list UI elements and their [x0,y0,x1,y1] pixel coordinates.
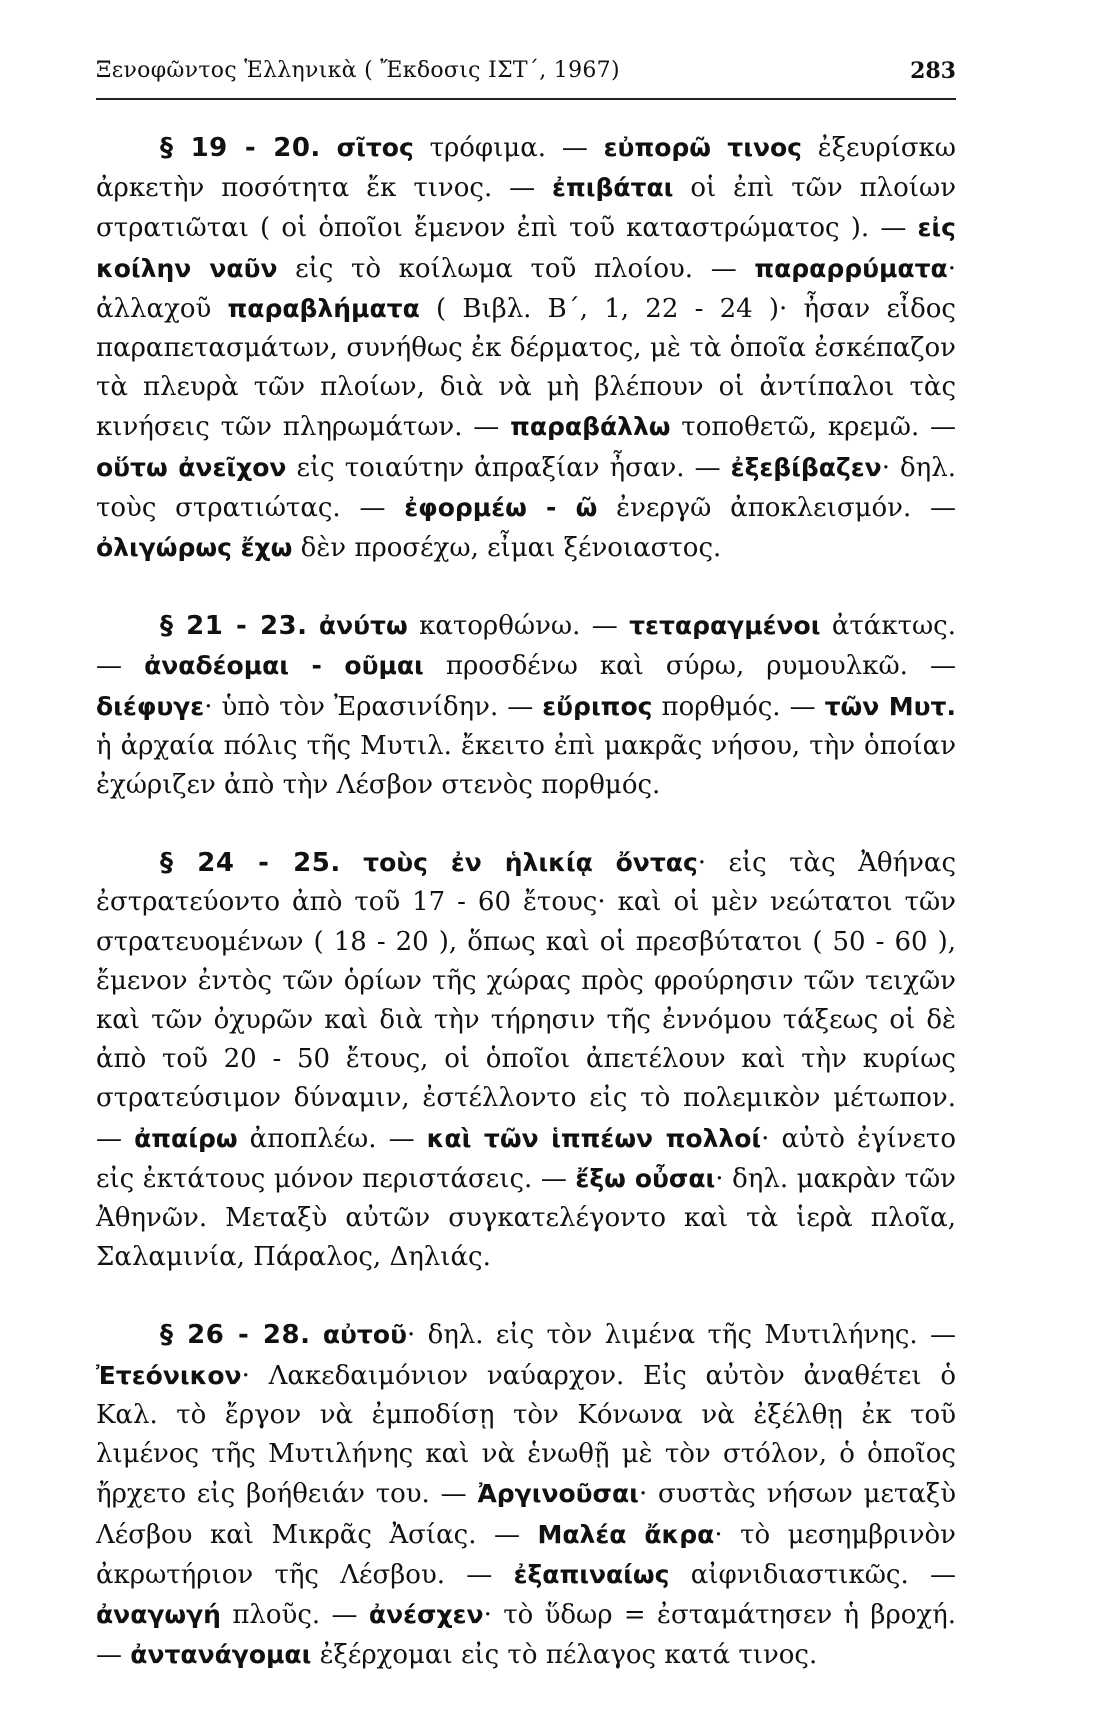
commentary-body [96,128,956,1713]
paragraph-text: αὐτοῦ· δηλ. εἰς τὸν λιμένα τῆς Μυτιλήνης. — Ἐτεόνικον· Λακεδαιμόνιον ναύαρχον. Εἰς αὐτὸν ἀναθέτει ὁ Καλ. τὸ ἔργον νὰ ἐμποδίσῃ τὸν Κόνωνα νὰ ἐξέλθῃ ἐκ τοῦ λιμένος τῆς Μυτιλήνης καὶ νὰ ἑνωθῇ μὲ τὸν στόλον, ὁ ὁποῖος ἤρχετο εἰς βοήθειάν του. — Ἀργινοῦσαι· συστὰς νήσων μεταξὺ Λέσβου καὶ Μικρᾶς Ἀσίας. — Μαλέα ἄκρα· τὸ μεσημβρινὸν ἀκρωτήριον τῆς Λέσβου. — ἐξαπιναίως αἰφνιδιαστικῶς. — ἀναγωγή πλοῦς. — ἀνέσχεν· τὸ ὕδωρ = ἐσταμάτησεν ἡ βροχή. — ἀντανάγομαι ἐξέρχομαι εἰς τὸ πέλαγος κατά τινος. [96,1320,957,1671]
paragraph-text: ἀνύτω κατορθώνω. — τεταραγμένοι ἀτάκτως. — ἀναδέομαι - οῦμαι προσδένω καὶ σύρω, ρυμουλκῶ. — διέφυγε· ὑπὸ τὸν Ἐρασινίδην. — εὔριπος πορθμός. — τῶν Μυτ. ἡ ἀρχαία πόλις τῆς Μυτιλ. ἔκειτο ἐπὶ μακρᾶς νήσου, τὴν ὁποίαν ἐχώριζεν ἀπὸ τὴν Λέσβον στενὸς πορθμός. [96,611,956,801]
lemma-term: ἀνέσχεν [368,1599,484,1629]
lemma-term: εἰς κοίλην ναῦν [96,213,956,283]
paragraph-24-25 [96,843,956,1277]
lemma-term: εὐπορῶ τινος [603,133,802,162]
lemma-term: τοὺς ἐν ἡλικίᾳ ὄντας [363,848,698,878]
paragraph-21-23 [96,606,956,805]
lemma-term: παραβλήματα [227,293,420,323]
lemma-term: ἀντανάγομαι [130,1640,312,1670]
paragraph-text: σῖτος τρόφιμα. — εὐπορῶ τινος ἐξευρίσκω ἀρκετὴν ποσότητα ἔκ τινος. — ἐπιβάται οἱ ἐπὶ τῶν πλοίων στρατιῶται ( οἱ ὁποῖοι ἔμενον ἐπὶ τοῦ καταστρώματος ). — εἰς κοίλην ναῦν εἰς τὸ κοίλωμα τοῦ πλοίου. — παραρρύματα· ἀλλαχοῦ παραβλήματα ( Βιβλ. Β΄, 1, 22 - 24 )· ἦσαν εἶδος παραπετασμάτων, συνήθως ἐκ δέρματος, μὲ τὰ ὁποῖα ἐσκέπαζον τὰ πλευρὰ τῶν πλοίων, διὰ νὰ μὴ βλέπουν οἱ ἀντίπαλοι τὰς κινήσεις τῶν πληρωμάτων. — παραβάλλω τοποθετῶ, κρεμῶ. — οὕτω ἀνεῖχον εἰς τοιαύτην ἀπραξίαν ἦσαν. — ἐξεβίβαζεν· δηλ. τοὺς στρατιώτας. — ἐφορμέω - ῶ ἐνεργῶ ἀποκλεισμόν. — ὀλιγώρως ἔχω δὲν προσέχω, εἶμαι ξένοιαστος. [96,133,957,564]
running-title: Ξενοφῶντος Ἑλληνικὰ ( Ἔκδοσις ΙΣΤ΄, 1967) [96,58,620,83]
paragraph-19-20 [96,128,956,568]
running-header [96,58,956,100]
lemma-term: ἀπαίρω [134,1123,238,1153]
lemma-term: οὕτω ἀνεῖχον [96,452,287,482]
lemma-term: ἀνύτω [318,611,408,641]
section-number: § 26 - 28. [160,1320,311,1351]
lemma-term: ἔξω οὖσαι [575,1163,716,1193]
lemma-term: παραρρύματα [754,253,948,283]
lemma-term: ἐξεβίβαζεν [730,452,882,482]
lemma-term: ὀλιγώρως ἔχω [96,533,293,563]
lemma-term: Μαλέα ἄκρα [537,1519,715,1549]
paragraph-text: τοὺς ἐν ἡλικίᾳ ὄντας· εἰς τὰς Ἀθήνας ἐστρατεύοντο ἀπὸ τοῦ 17 - 60 ἔτους· καὶ οἱ μὲν νεώτατοι τῶν στρατευομένων ( 18 - 20 ), ὅπως καὶ οἱ πρεσβύτατοι ( 50 - 60 ), ἔμενον ἐντὸς τῶν ὁρίων τῆς χώρας πρὸς φρούρησιν τῶν τειχῶν καὶ τῶν ὀχυρῶν καὶ διὰ τὴν τήρησιν τῆς ἐννόμου τάξεως οἱ δὲ ἀπὸ τοῦ 20 - 50 ἔτους, οἱ ὁποῖοι ἀπετέλουν καὶ τὴν κυρίως στρατεύσιμον δύναμιν, ἐστέλλοντο εἰς τὸ πολεμικὸν μέτωπον. — ἀπαίρω ἀποπλέω. — καὶ τῶν ἱππέων πολλοί· αὐτὸ ἐγίνετο εἰς ἐκτάτους μόνον περιστάσεις. — ἔξω οὖσαι· δηλ. μακρὰν τῶν Ἀθηνῶν. Μεταξὺ αὐτῶν συγκατελέγοντο καὶ τὰ ἱερὰ πλοῖα, Σαλαμινία, Πάραλος, Δηλιάς. [96,848,957,1273]
lemma-term: καὶ τῶν ἱππέων πολλοί [426,1123,762,1153]
lemma-term: ἀναγωγή [96,1599,221,1629]
lemma-term: Ἐτεόνικον [96,1360,242,1390]
lemma-term: ἀναδέομαι - οῦμαι [144,651,424,681]
lemma-term: διέφυγε [96,691,205,721]
lemma-term: ἐπιβάται [552,173,674,203]
lemma-term: ἐξαπιναίως [513,1559,670,1589]
paragraph-26-28 [96,1315,956,1675]
page-number: 283 [910,58,956,84]
lemma-term: εὔριπος [542,691,653,721]
lemma-term: αὐτοῦ [322,1320,407,1350]
lemma-term: σῖτος [336,133,414,162]
lemma-term: τῶν Μυτ. [824,691,956,721]
lemma-term: ἐφορμέω - ῶ [404,492,598,522]
section-number: § 19 - 20. [160,133,321,163]
lemma-term: παραβάλλω [510,412,671,442]
section-number: § 24 - 25. [160,848,341,879]
lemma-term: τεταραγμένοι [629,611,821,641]
lemma-term: Ἀργινοῦσαι [477,1479,639,1509]
section-number: § 21 - 23. [160,611,308,642]
